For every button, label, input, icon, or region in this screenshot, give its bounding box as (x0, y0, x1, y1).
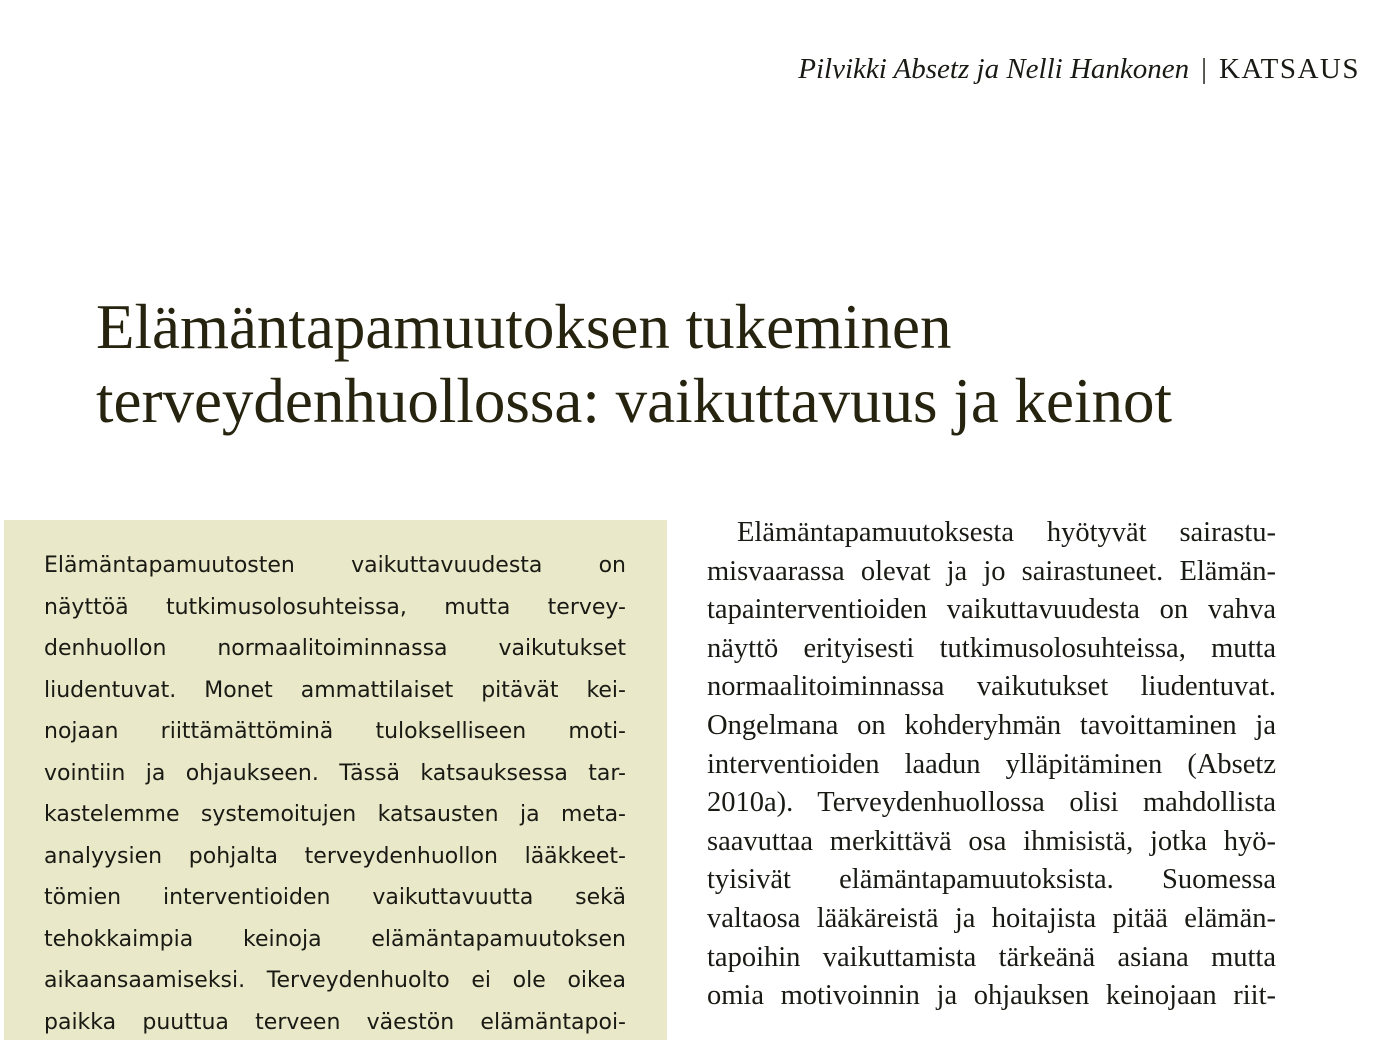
abstract-box (4, 520, 667, 1040)
abstract-line: vointiin ja ohjaukseen. Tässä katsauksessa tar- (44, 753, 626, 795)
body-line: näyttö erityisesti tutkimusolosuhteissa, mutta (707, 630, 1276, 669)
abstract-line: kastelemme systemoitujen katsausten ja meta- (44, 794, 626, 836)
body-line: saavuttaa merkittävä osa ihmisistä, jotka hyö- (707, 823, 1276, 862)
body-line: tyisivät elämäntapamuutoksista. Suomessa (707, 861, 1276, 900)
abstract-line: liudentuvat. Monet ammattilaiset pitävät kei- (44, 670, 626, 712)
section-label: KATSAUS (1219, 53, 1360, 85)
body-line: Ongelmana on kohderyhmän tavoittaminen ja (707, 707, 1276, 746)
body-line: tapoihin vaikuttamista tärkeänä asiana mutta (707, 939, 1276, 978)
abstract-line: aikaansaamiseksi. Terveydenhuolto ei ole oikea (44, 960, 626, 1002)
title-line: terveydenhuollossa: vaikuttavuus ja keinot (96, 364, 1346, 438)
running-head (798, 50, 1360, 88)
author-names: Pilvikki Absetz ja Nelli Hankonen (798, 53, 1189, 85)
body-line: misvaarassa olevat ja jo sairastuneet. Elämän- (707, 553, 1276, 592)
abstract-line: Elämäntapamuutosten vaikuttavuudesta on (44, 545, 626, 587)
abstract-line: nojaan riittämättöminä tulokselliseen moti- (44, 711, 626, 753)
body-line: interventioiden laadun ylläpitäminen (Absetz (707, 746, 1276, 785)
body-line: 2010a). Terveydenhuollossa olisi mahdollista (707, 784, 1276, 823)
body-line: omia motivoinnin ja ohjauksen keinojaan riit- (707, 977, 1276, 1016)
body-line: Elämäntapamuutoksesta hyötyvät sairastu- (707, 514, 1276, 553)
body-line: valtaosa lääkäreistä ja hoitajista pitää elämän- (707, 900, 1276, 939)
abstract-text (44, 545, 626, 1040)
abstract-line: tömien interventioiden vaikuttavuutta sekä (44, 877, 626, 919)
article-title (96, 290, 1346, 438)
abstract-line: analyysien pohjalta terveydenhuollon lääkkeet- (44, 836, 626, 878)
header-separator: | (1201, 53, 1207, 85)
body-text-column (707, 514, 1276, 1016)
abstract-line: paikka puuttua terveen väestön elämäntapoi- (44, 1002, 626, 1040)
title-line: Elämäntapamuutoksen tukeminen (96, 290, 1346, 364)
abstract-line: denhuollon normaalitoiminnassa vaikutukset (44, 628, 626, 670)
abstract-line: näyttöä tutkimusolosuhteissa, mutta tervey- (44, 587, 626, 629)
body-line: tapainterventioiden vaikuttavuudesta on vahva (707, 591, 1276, 630)
body-line: normaalitoiminnassa vaikutukset liudentuvat. (707, 668, 1276, 707)
abstract-line: tehokkaimpia keinoja elämäntapamuutoksen (44, 919, 626, 961)
